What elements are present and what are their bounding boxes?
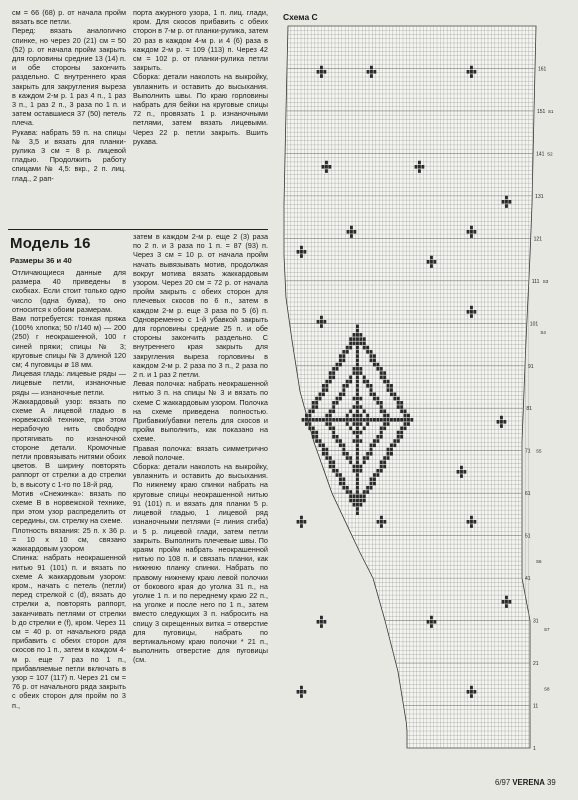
row-label: 121 xyxy=(533,236,543,243)
row-label: 141 xyxy=(536,151,545,158)
model-sizes: Размеры 36 и 40 xyxy=(10,256,72,265)
chart-marker: S2 xyxy=(547,151,553,157)
page-footer xyxy=(495,778,556,787)
row-label: 1 xyxy=(533,746,536,752)
row-label: 101 xyxy=(529,321,539,328)
model-title: Модель 16 xyxy=(10,235,91,252)
chart-marker: S3 xyxy=(542,278,549,284)
footer-page: 39 xyxy=(547,778,556,787)
row-label: 81 xyxy=(526,406,532,413)
footer-brand: VERENA xyxy=(512,778,545,787)
row-label: 31 xyxy=(533,618,539,625)
row-label: 61 xyxy=(525,491,531,498)
chart-marker: S4 xyxy=(540,329,546,335)
row-label: 151 xyxy=(537,108,546,115)
footer-issue: 6/97 xyxy=(495,778,511,787)
row-label: 111 xyxy=(531,278,540,285)
row-label: 41 xyxy=(525,576,531,583)
chart-marker: S6 xyxy=(536,559,542,565)
row-label: 161 xyxy=(538,66,547,73)
row-label: 131 xyxy=(535,193,544,200)
chart-marker: S1 xyxy=(548,108,554,114)
row-label: 51 xyxy=(525,533,531,540)
row-label: 71 xyxy=(525,448,531,455)
row-label: 21 xyxy=(533,661,539,668)
chart-marker: S8 xyxy=(544,686,550,692)
schema-title: Схема С xyxy=(283,12,318,22)
row-label: 11 xyxy=(533,703,539,710)
chart-marker: S5 xyxy=(536,448,542,454)
text-column-right-bottom: затем в каждом 2-м р. еще 2 (3) раза по 2 п. и 3 раза по 1 п. = 87 (93) п. Через 3 см = 10 р. от начала пройм начать вывязывать мотив, продолжая вокруг мотива вязать жаккардовым узором. Через 20 см = 72 р. от начала пройм закрыть с обеих сторон для плечевых скосов по 6 п., затем в каждом 2-м р. еще 3 раза по 5 (6) п. Одновременно с 1-й убавкой закрыть для горловины средние 25 п. и обе стороны закончить раздельно. С внутреннего края закрыть для закругления выреза горловины в каждом 2-м р. 2 раза по 3 п., 2 раза по 2 п. и 1 раз 2 петли. Левая полочка: набрать неокрашенной нитью 3 п. на спицы № 3 и вязать по схеме С жаккардовым узором. Полочка на схеме приведена полностью. Прибавки/убавки петель для скосов и пройм выполнить, как показано на схеме. Правая полочка: вязать симметрично левой полочке. Сборка: детали наколоть на выкройку, увлажнить и оставить до высыхания. По нижнему краю спинки набрать на круговые спицы неокрашенной нитью 91 (101) п. и вязать для планки 5 р. лицевой гладью, 1 лицевой ряд изнаночными петлями (= линия сгиба) и 5 р. лицевой глади, затем петли закрыть. Выполнить плечевые швы. По краям пройм набрать неокрашенной нитью по 108 п. и связать планки, как нижнюю планку спинки. Набрать по правому нижнему краю левой полочки от бокового края до уголка 31 п., на уголке 1 п. и по переднему краю 22 п., на уголке и после него по 1 п., затем вместо следующих 3 п. набросить на спицу 3 скрещенных витка = отверстие для пуговицы, набрать по вертикальному краю полочки * 21 п., выполнить отверстие для пуговицы (см. xyxy=(133,232,268,665)
row-label: 91 xyxy=(528,363,534,370)
chart-marker: S7 xyxy=(544,627,550,633)
text-column-right-top: порта ажурного узора, 1 п. лиц. глади, кром. Для скосов прибавить с обеих сторон в 7-м р. от планки-рулика, затем 20 раз в каждом 4-м р. и 4 (6) раза в каждом 2-м р. = 109 (113) п. Через 42 см = 102 р. от планки-рулика петли закрыть. Сборка: детали наколоть на выкройку, увлажнить и оставить до высыхания. Выполнить швы. По краю горловины набрать для бейки на круговые спицы 72 п., провязать 1 р. изнаночными петлями, затем вязать лицевыми. Через 22 р. петли закрыть. Вшить рукава. xyxy=(133,8,268,146)
text-column-left-bottom: Отличающиеся данные для размера 40 приведены в скобках. Если стоит только одно число (одна буква), то оно относится к обоим размерам. Вам потребуется: тонкая пряжа (100% хлопка; 50 г/140 м) — 200 (250) г неокрашенной, 100 г синей пряжи; спицы № 3; круговые спицы № 3 длиной 120 см; 4 пуговицы ø 18 мм. Лицевая гладь: лицевые ряды — лицевые петли, изнаночные ряды — изнаночные петли. Жаккардовый узор: вязать по схеме А лицевой гладью в норвежской технике, при этом нерабочую нить свободно протягивать по изнаночной стороне детали. Кромочные петли провязывать нитями обоих цветов. В ширину повторять раппорт от стрелки а до стрелки b, в высоту с 1-го по 18-й ряд. Мотив «Снежинка»: вязать по схеме В в норвежской технике, при этом узор распределить от середины, см. стрелку на схеме. Плотность вязания: 25 п. x 36 р. = 10 x 10 см, связано жаккардовым узором Спинка: набрать неокрашенной нитью 91 (101) п. и вязать по схеме А жаккардовым узором: кром., начать с петель (петли) перед стрелкой с (d), вязать до стрелки а, повторять раппорт, заканчивать петлями от стрелки b до стрелки е (f), кром. Через 11 см = 40 р. от начального ряда прибавить с обеих сторон для скосов по 1 п., затем в каждом 4-м р. еще 7 раз по 1 п., прибавляемые петли включать в узор = 107 (117) п. Через 21 см = 76 р. от начального ряда закрыть с обеих сторон для пройм по 3 п., xyxy=(12,268,126,710)
text-column-left-top: см = 66 (68) р. от начала пройм вязать все петли. Перед: вязать аналогично спинке, но через 20 (21) см = 50 (52) р. от начала пройм закрыть для горловины средние 13 (14) п. и обе стороны закончить раздельно. С внутреннего края закрыть для закругления выреза в каждом 2-м р. 1 раз 4 п., 1 раз 3 п., 1 раз 2 п., 3 раза по 1 п. и затем оставшиеся 37 (50) петель плеча. Рукава: набрать 59 п. на спицы № 3,5 и вязать для планки-рулика 3 см = 8 р. лицевой гладью. Продолжить работу спицами № 4,5: вкр., 2 п. лиц. глад., 2 рап- xyxy=(12,8,126,183)
